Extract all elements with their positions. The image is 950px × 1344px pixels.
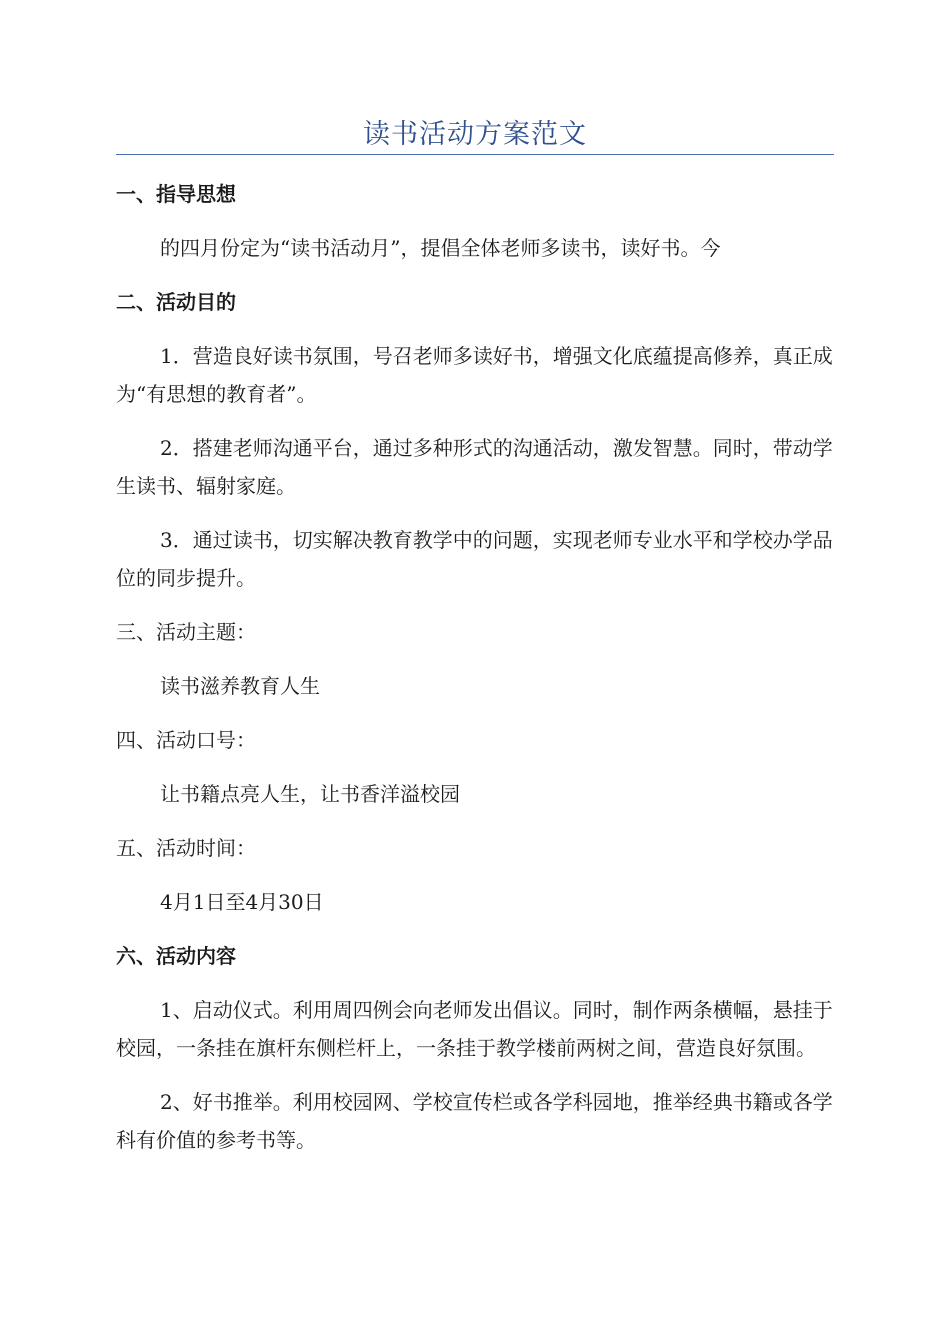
paragraph: 1．营造良好读书氛围，号召老师多读好书，增强文化底蕴提高修养，真正成为“有思想的教育者”。 — [116, 344, 833, 406]
document-body — [116, 175, 836, 1175]
paragraph: 让书籍点亮人生，让书香洋溢校园 — [160, 782, 460, 806]
paragraph: 1、启动仪式。利用周四例会向老师发出倡议。同时，制作两条横幅，悬挂于校园，一条挂在旗杆东侧栏杆上，一条挂于教学楼前两树之间，营造良好氛围。 — [116, 998, 833, 1060]
paragraph: 3．通过读书，切实解决教育教学中的问题，实现老师专业水平和学校办学品位的同步提升。 — [116, 528, 833, 590]
section-heading-theme: 三、活动主题： — [116, 620, 256, 644]
paragraph: 读书滋养教育人生 — [160, 674, 320, 698]
paragraph: 4月1日至4月30日 — [160, 890, 324, 914]
paragraph: 2．搭建老师沟通平台，通过多种形式的沟通活动，激发智慧。同时，带动学生读书、辐射家庭。 — [116, 436, 833, 498]
section-heading-purpose: 二、活动目的 — [116, 290, 236, 314]
paragraph: 的四月份定为“读书活动月”，提倡全体老师多读书，读好书。今 — [160, 236, 721, 260]
paragraph: 2、好书推举。利用校园网、学校宣传栏或各学科园地，推举经典书籍或各学科有价值的参考书等。 — [116, 1090, 833, 1152]
section-heading-time: 五、活动时间： — [116, 836, 256, 860]
document-title: 读书活动方案范文 — [363, 119, 587, 150]
title-underline — [116, 154, 834, 155]
section-heading-slogan: 四、活动口号： — [116, 728, 256, 752]
section-heading-guiding-thought: 一、指导思想 — [116, 182, 236, 206]
section-heading-content: 六、活动内容 — [116, 944, 236, 968]
